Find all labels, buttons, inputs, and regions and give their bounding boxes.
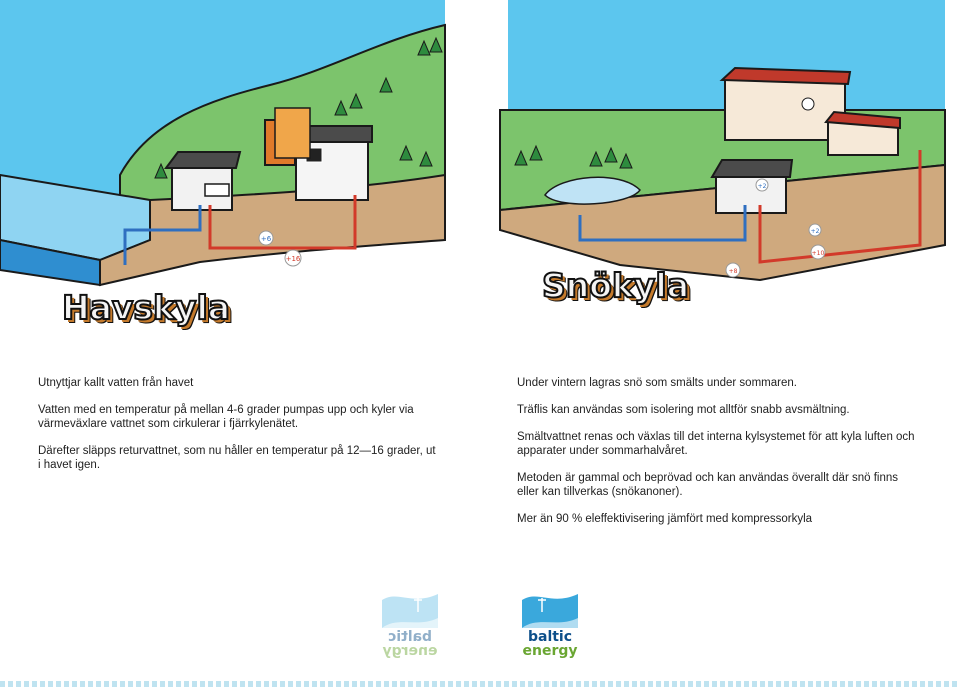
pump-house-left [166, 152, 240, 210]
logo-wave-icon [518, 588, 582, 632]
havskyla-illustration [0, 0, 445, 285]
svg-text:+10: +10 [811, 250, 825, 257]
bottom-dashed-divider [0, 681, 959, 687]
paragraph: Därefter släpps returvattnet, som nu håller en temperatur på 12—16 grader, ut i havet igen. [38, 445, 436, 471]
paragraph: Under vintern lagras snö som smälts under sommaren. [517, 377, 797, 389]
havskyla-text [38, 376, 438, 485]
temp-marker-8 [726, 263, 740, 277]
snokyla-title: Snökyla [542, 266, 689, 305]
temp-marker-16 [285, 250, 301, 266]
logo-word-baltic: baltic [527, 629, 573, 645]
paragraph: Vatten med en temperatur på mellan 4-6 grader pumpas upp och kyler via värmeväxlare vattnet som cirkulerar i fjärrkylenätet. [38, 404, 414, 430]
svg-text:+16: +16 [285, 255, 301, 263]
snokyla-illustration [500, 0, 945, 280]
paragraph: Träflis kan användas som isolering mot alltför snabb avsmältning. [517, 404, 850, 416]
paragraph: Mer än 90 % eleffektivisering jämfört med kompressorkyla [517, 513, 813, 525]
baltic-energy-logo-mirrored [378, 588, 442, 660]
pump-house-right [712, 160, 792, 213]
logo-word-baltic: baltic [387, 629, 433, 645]
temp-marker-6 [259, 231, 273, 245]
svg-text:+2: +2 [757, 183, 767, 190]
snokyla-text [517, 376, 917, 539]
logo-word-energy: energy [522, 643, 578, 659]
paragraph: Utnyttjar kallt vatten från havet [38, 377, 194, 389]
havskyla-title: Havskyla [62, 288, 231, 327]
temp-marker-2a [756, 179, 768, 191]
baltic-energy-logo [518, 588, 582, 660]
temp-marker-10 [811, 245, 825, 259]
temp-marker-2b [809, 224, 821, 236]
svg-text:+2: +2 [810, 228, 820, 235]
paragraph: Metoden är gammal och beprövad och kan användas överallt där snö finns eller kan tillverkas (snökanoner). [517, 472, 899, 498]
logo-word-energy: energy [382, 643, 438, 659]
paragraph: Smältvattnet renas och växlas till det interna kylsystemet för att kyla luften och apparater under sommarhalvåret. [517, 431, 915, 457]
svg-text:+8: +8 [728, 268, 738, 275]
svg-text:+6: +6 [260, 235, 272, 243]
logo-wave-icon [378, 588, 442, 632]
